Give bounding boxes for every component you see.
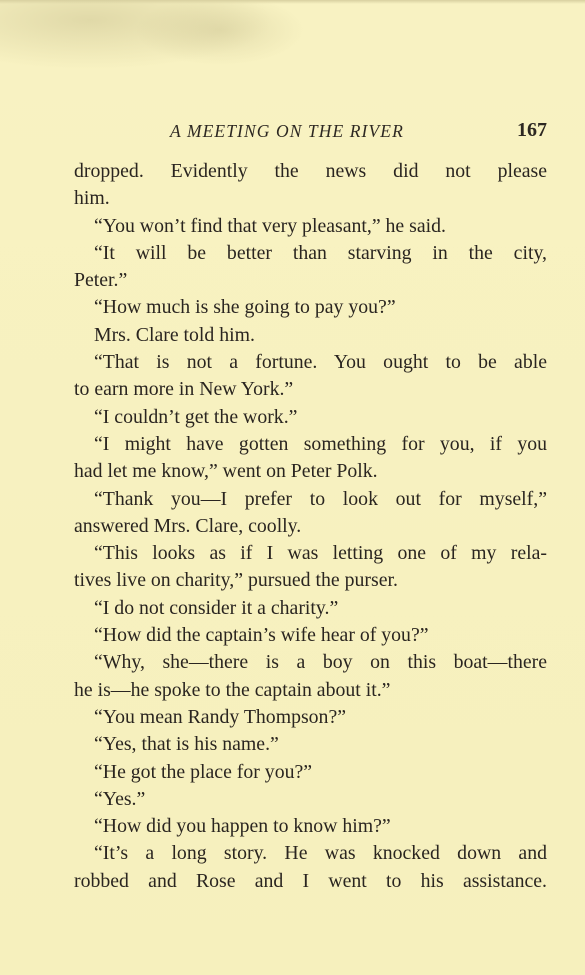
text-line: tives live on charity,” pursued the purser.: [74, 569, 398, 592]
text-line: “I couldn’t get the work.”: [94, 405, 298, 428]
text-line: to earn more in New York.”: [74, 378, 294, 401]
text-line: “I might have gotten something for you, if you: [94, 432, 547, 455]
body-text: [74, 158, 547, 895]
text-line: dropped. Evidently the news did not please: [74, 160, 547, 182]
text-line: “How did the captain’s wife hear of you?”: [94, 624, 429, 647]
text-line: “He got the place for you?”: [94, 760, 313, 783]
text-line: had let me know,” went on Peter Polk.: [74, 460, 378, 483]
text-line: “How much is she going to pay you?”: [94, 296, 396, 319]
text-line: “You won’t find that very pleasant,” he said.: [94, 214, 446, 237]
text-line: “This looks as if I was letting one of my rela-: [94, 542, 547, 565]
running-head: [0, 119, 585, 145]
text-line: “It will be better than starving in the city,: [94, 241, 547, 264]
text-line: “I do not consider it a charity.”: [94, 596, 339, 619]
text-line: robbed and Rose and I went to his assistance.: [74, 869, 547, 892]
text-line: “Yes, that is his name.”: [94, 733, 279, 756]
text-line: answered Mrs. Clare, coolly.: [74, 514, 302, 537]
text-line: Peter.”: [74, 269, 128, 292]
text-line: “You mean Randy Thompson?”: [94, 705, 347, 728]
page-top-edge: [0, 0, 585, 4]
text-line: “Why, she—there is a boy on this boat—there: [94, 651, 547, 674]
text-line: “Thank you—I prefer to look out for myself,”: [94, 487, 547, 510]
text-line: “How did you happen to know him?”: [94, 815, 391, 838]
text-line: he is—he spoke to the captain about it.”: [74, 678, 391, 701]
page-number: 167: [517, 119, 547, 141]
text-line: “Yes.”: [94, 787, 146, 810]
text-line: Mrs. Clare told him.: [94, 323, 255, 346]
text-line: “It’s a long story. He was knocked down and: [94, 842, 547, 865]
running-title: A MEETING ON THE RIVER: [170, 121, 404, 141]
text-line: him.: [74, 187, 110, 210]
text-line: “That is not a fortune. You ought to be able: [94, 351, 547, 374]
